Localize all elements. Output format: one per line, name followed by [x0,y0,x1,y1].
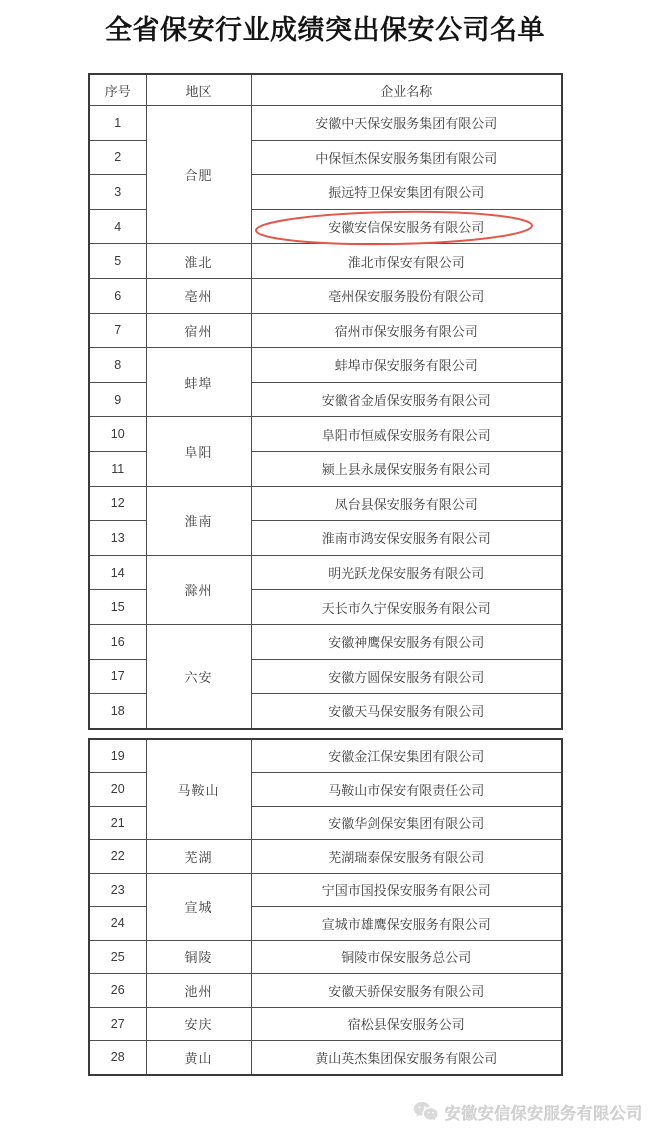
cell-serial-number: 27 [89,1007,146,1041]
header-row [89,74,562,106]
company-tables [88,73,561,1076]
table-row [89,417,562,452]
cell-company: 宿州市保安服务有限公司 [251,313,562,348]
cell-company: 安徽省金盾保安服务有限公司 [251,382,562,417]
cell-region: 安庆 [146,1007,251,1041]
cell-region: 阜阳 [146,417,251,486]
table-row [89,244,562,279]
cell-region: 池州 [146,974,251,1008]
cell-company: 安徽天马保安服务有限公司 [251,694,562,729]
cell-serial-number: 23 [89,873,146,907]
cell-region: 马鞍山 [146,739,251,840]
cell-serial-number: 20 [89,773,146,807]
cell-serial-number: 14 [89,555,146,590]
cell-serial-number: 3 [89,175,146,210]
cell-company: 安徽天骄保安服务有限公司 [251,974,562,1008]
cell-region: 黄山 [146,1041,251,1075]
company-table-main [88,73,563,730]
cell-serial-number: 10 [89,417,146,452]
cell-company: 黄山英杰集团保安服务有限公司 [251,1041,562,1075]
cell-company: 马鞍山市保安有限责任公司 [251,773,562,807]
footer-watermark [412,1101,643,1124]
cell-company: 天长市久宁保安服务有限公司 [251,590,562,625]
cell-serial-number: 28 [89,1041,146,1075]
cell-company: 芜湖瑞泰保安服务有限公司 [251,840,562,874]
cell-region: 合肥 [146,106,251,244]
footer-brand-name: 安徽安信保安服务有限公司 [444,1106,643,1123]
cell-serial-number: 21 [89,806,146,840]
cell-serial-number: 11 [89,451,146,486]
table-row [89,974,562,1008]
cell-region: 铜陵 [146,940,251,974]
cell-company: 明光跃龙保安服务有限公司 [251,555,562,590]
cell-serial-number: 24 [89,907,146,941]
cell-company: 颍上县永晟保安服务有限公司 [251,451,562,486]
cell-company-highlighted: 安徽安信保安服务有限公司 [251,209,562,244]
table-row [89,313,562,348]
cell-serial-number: 18 [89,694,146,729]
cell-serial-number: 6 [89,278,146,313]
cell-company: 铜陵市保安服务总公司 [251,940,562,974]
cell-region: 宿州 [146,313,251,348]
wechat-icon [412,1101,439,1124]
cell-company: 宁国市国投保安服务有限公司 [251,873,562,907]
cell-region: 六安 [146,624,251,728]
cell-serial-number: 1 [89,106,146,141]
cell-serial-number: 19 [89,739,146,773]
table-section-gap [88,730,561,738]
cell-serial-number: 9 [89,382,146,417]
cell-serial-number: 26 [89,974,146,1008]
cell-serial-number: 13 [89,521,146,556]
cell-region: 亳州 [146,278,251,313]
cell-region: 芜湖 [146,840,251,874]
table-row [89,739,562,773]
cell-serial-number: 17 [89,659,146,694]
cell-region: 滁州 [146,555,251,624]
table-row [89,624,562,659]
cell-company: 振远特卫保安集团有限公司 [251,175,562,210]
header-no: 序号 [89,74,146,106]
table-row [89,1007,562,1041]
cell-region: 蚌埠 [146,348,251,417]
header-region: 地区 [146,74,251,106]
cell-company: 亳州保安服务股份有限公司 [251,278,562,313]
table-row [89,1041,562,1075]
cell-serial-number: 22 [89,840,146,874]
cell-company: 安徽金江保安集团有限公司 [251,739,562,773]
cell-company: 宣城市雄鹰保安服务有限公司 [251,907,562,941]
cell-company: 宿松县保安服务公司 [251,1007,562,1041]
cell-company: 蚌埠市保安服务有限公司 [251,348,562,383]
cell-company: 淮南市鸿安保安服务有限公司 [251,521,562,556]
table-row [89,106,562,141]
cell-company: 安徽中天保安服务集团有限公司 [251,106,562,141]
table-row [89,348,562,383]
cell-company: 中保恒杰保安服务集团有限公司 [251,140,562,175]
cell-company: 安徽方圆保安服务有限公司 [251,659,562,694]
cell-serial-number: 25 [89,940,146,974]
table-row [89,873,562,907]
table-row [89,940,562,974]
cell-region: 淮北 [146,244,251,279]
cell-region: 宣城 [146,873,251,940]
table-row [89,555,562,590]
cell-company: 阜阳市恒威保安服务有限公司 [251,417,562,452]
cell-serial-number: 5 [89,244,146,279]
cell-serial-number: 2 [89,140,146,175]
cell-serial-number: 16 [89,624,146,659]
page-title: 全省保安行业成绩突出保安公司名单 [105,15,545,45]
table-row [89,486,562,521]
table-row [89,278,562,313]
cell-company: 安徽神鹰保安服务有限公司 [251,624,562,659]
cell-company: 凤台县保安服务有限公司 [251,486,562,521]
cell-company: 安徽华剑保安集团有限公司 [251,806,562,840]
table-row [89,840,562,874]
cell-region: 淮南 [146,486,251,555]
cell-serial-number: 8 [89,348,146,383]
cell-serial-number: 4 [89,209,146,244]
cell-serial-number: 15 [89,590,146,625]
company-table-continued [88,738,563,1076]
header-company: 企业名称 [251,74,562,106]
cell-serial-number: 12 [89,486,146,521]
cell-company: 淮北市保安有限公司 [251,244,562,279]
cell-serial-number: 7 [89,313,146,348]
